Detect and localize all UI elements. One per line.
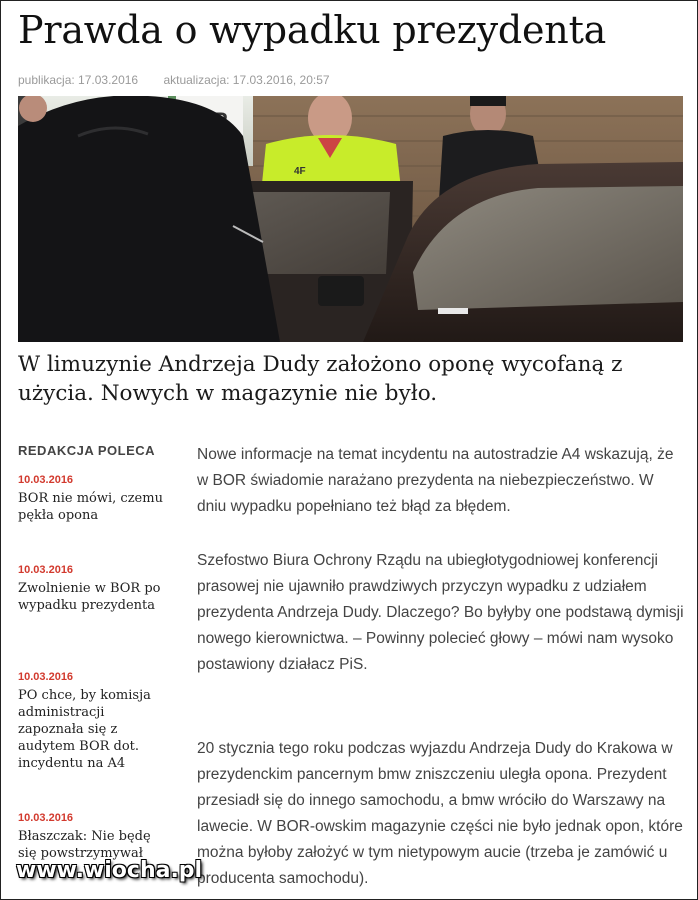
sidebar-item-date: 10.03.2016 <box>18 812 74 824</box>
sidebar-heading: REDAKCJA POLECA <box>18 443 156 458</box>
sidebar-item-date: 10.03.2016 <box>18 671 74 683</box>
sidebar-item-link[interactable]: PO chce, by komisja administracji zapoznała się z audytem BOR dot. incydentu na A4 <box>18 688 151 771</box>
recommended-sidebar <box>18 443 168 861</box>
article-photo[interactable] <box>18 96 683 342</box>
jacket-logo: 4F <box>294 166 306 177</box>
sidebar-item[interactable] <box>18 671 168 772</box>
sidebar-item-date: 10.03.2016 <box>18 474 74 486</box>
article-meta <box>18 73 330 87</box>
sidebar-item-link[interactable]: Zwolnienie w BOR po wypadku prezydenta <box>18 581 161 613</box>
sidebar-item[interactable] <box>18 812 168 862</box>
article-paragraph: Szefostwo Biura Ochrony Rządu na ubiegłotygodniowej konferencji prasowej nie ujawniło prawdziwych przyczyn wypadku z udziałem prezydenta Andrzeja Dudy. Dlaczego? Bo byłyby one podstawą dymisji nowego kierownictwa. – Powinny polecieć głowy – mówi nam wysoko postawiony działacz PiS. <box>197 552 684 673</box>
sidebar-item-link[interactable]: Błaszczak: Nie będę się powstrzymywał <box>18 829 151 861</box>
update-date: aktualizacja: 17.03.2016, 20:57 <box>163 73 330 87</box>
sidebar-item-link[interactable]: BOR nie mówi, czemu pękła opona <box>18 491 163 523</box>
sidebar-item-date: 10.03.2016 <box>18 564 74 576</box>
sidebar-item[interactable] <box>18 474 168 524</box>
sidebar-item[interactable] <box>18 564 168 614</box>
publish-date: publikacja: 17.03.2016 <box>18 73 139 87</box>
article-title: Prawda o wypadku prezydenta <box>18 8 607 52</box>
article-paragraph: 20 stycznia tego roku podczas wyjazdu Andrzeja Dudy do Krakowa w prezydenckim pancernym bmw zniszczeniu uległa opona. Prezydent przesiadł się do innego samochodu, a bmw wróciło do Warszawy na lawecie. W BOR-owskim magazynie części nie było jednak opon, które można byłoby założyć w tym nietypowym aucie (trzeba je zamówić u producenta samochodu). <box>197 740 683 887</box>
site-watermark: www.wiocha.pl <box>16 858 203 883</box>
article-paragraph: Nowe informacje na temat incydentu na autostradzie A4 wskazują, że w BOR świadomie narażano prezydenta na niebezpieczeństwo. W dniu wypadku popełniano też błąd za błędem. <box>197 446 674 515</box>
article-lead: W limuzynie Andrzeja Dudy założono oponę wycofaną z użycia. Nowych w magazynie nie było. <box>18 352 623 406</box>
